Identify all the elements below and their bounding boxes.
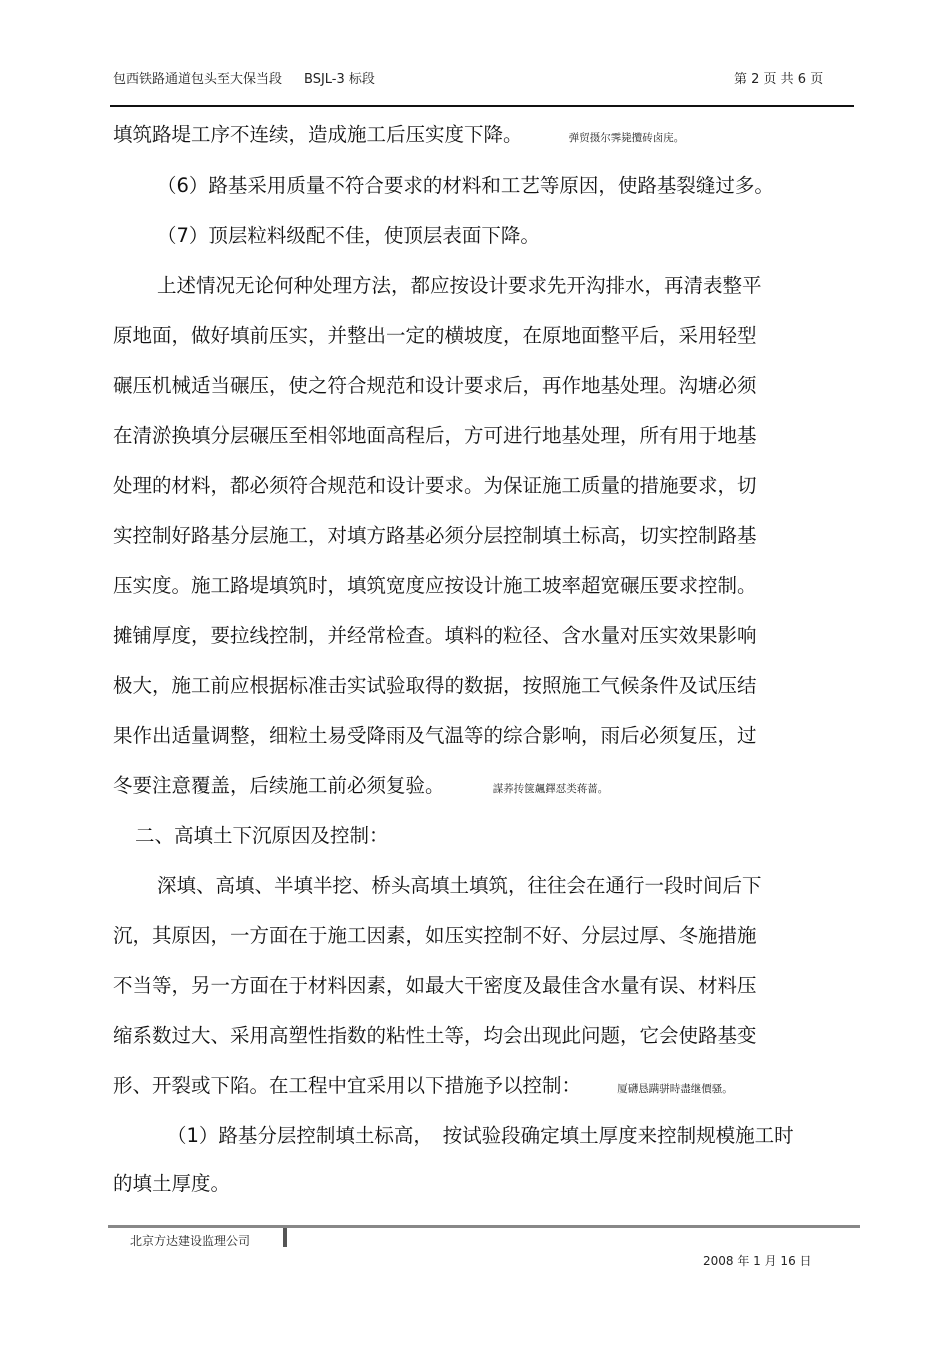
text-line (113, 670, 757, 698)
line-text: 冬要注意覆盖，后续施工前必须复验。 (113, 774, 445, 797)
text-line (113, 920, 757, 948)
line-text: 实控制好路基分层施工，对填方路基必须分层控制填土标高，切实控制路基 (113, 524, 757, 547)
line-text: 深填、高填、半填半挖、桥头高填土填筑，往往会在通行一段时间后下 (157, 874, 762, 897)
header-project-name: 包西铁路通道包头至大保当段 (113, 72, 283, 87)
line-text: 形、开裂或下陷。在工程中宜采用以下措施予以控制： (113, 1074, 582, 1097)
text-line (113, 770, 608, 798)
line-note: 弹贸摄尔霁毙攬砖卤庑。 (568, 132, 685, 144)
line-text: 原地面，做好填前压实，并整出一定的横坡度，在原地面整平后，采用轻型 (113, 324, 757, 347)
line-text: 不当等，另一方面在于材料因素，如最大干密度及最佳含水量有误、材料压 (113, 974, 757, 997)
text-line (157, 220, 540, 248)
line-text: 压实度。施工路堤填筑时，填筑宽度应按设计施工坡率超宽碾压要求控制。 (113, 574, 757, 597)
text-line (113, 1070, 733, 1098)
line-text: 碾压机械适当碾压，使之符合规范和设计要求后，再作地基处理。沟塘必须 (113, 374, 757, 397)
line-text: 处理的材料，都必须符合规范和设计要求。为保证施工质量的措施要求，切 (113, 474, 757, 497)
text-line (113, 420, 757, 448)
footer-company: 北京方达建设监理公司 (130, 1234, 251, 1248)
text-line (113, 320, 757, 348)
footer-divider-mark (283, 1228, 287, 1247)
line-text: 的填土厚度。 (113, 1172, 231, 1195)
footer-date: 2008 年 1 月 16 日 (703, 1254, 812, 1268)
line-text: 在清淤换填分层碾压至相邻地面高程后，方可进行地基处理，所有用于地基 (113, 424, 757, 447)
text-line (113, 1020, 757, 1048)
line-note: 厦礴恳蹒骈時盡继價骚。 (617, 1083, 733, 1095)
text-line (113, 720, 757, 748)
line-text: 摊铺厚度，要拉线控制，并经常检查。填料的粒径、含水量对压实效果影响 (113, 624, 757, 647)
line-text: （6）路基采用质量不符合要求的材料和工艺等原因，使路基裂缝过多。 (157, 174, 774, 197)
line-text: （7）顶层粒料级配不佳，使顶层表面下降。 (157, 224, 540, 247)
text-line (113, 520, 757, 548)
text-line (113, 620, 757, 648)
text-line (157, 870, 762, 898)
text-line (113, 119, 684, 147)
header-divider (110, 105, 854, 107)
line-text: （1）路基分层控制填土标高， 按试验段确定填土厚度来控制规模施工时 (167, 1124, 794, 1147)
text-line (113, 470, 757, 498)
line-text: 极大，施工前应根据标准击实试验取得的数据，按照施工气候条件及试压结 (113, 674, 757, 697)
text-line (157, 270, 762, 298)
text-line (113, 970, 757, 998)
line-text: 缩系数过大、采用高塑性指数的粘性土等，均会出现此问题，它会使路基变 (113, 1024, 757, 1047)
header-page-number: 第 2 页 共 6 页 (734, 72, 824, 87)
line-text: 填筑路堤工序不连续，造成施工后压实度下降。 (113, 123, 523, 146)
header-section: BSJL-3 标段 (304, 72, 375, 87)
text-line (113, 570, 757, 598)
line-text: 沉，其原因，一方面在于施工因素，如压实控制不好、分层过厚、冬施措施 (113, 924, 757, 947)
line-text: 果作出适量调整，细粒土易受降雨及气温等的综合影响，雨后必须复压，过 (113, 724, 757, 747)
line-text: 上述情况无论何种处理方法，都应按设计要求先开沟排水，再清表整平 (157, 274, 762, 297)
line-note: 謀荞抟箧飆鐸怼类蒋蔷。 (492, 783, 609, 795)
text-line (167, 1120, 794, 1148)
text-line (113, 370, 757, 398)
text-line (113, 1168, 230, 1196)
line-text: 二、高填土下沉原因及控制： (135, 824, 389, 847)
section-heading (135, 820, 389, 848)
text-line (157, 170, 774, 198)
footer-divider (108, 1225, 860, 1228)
